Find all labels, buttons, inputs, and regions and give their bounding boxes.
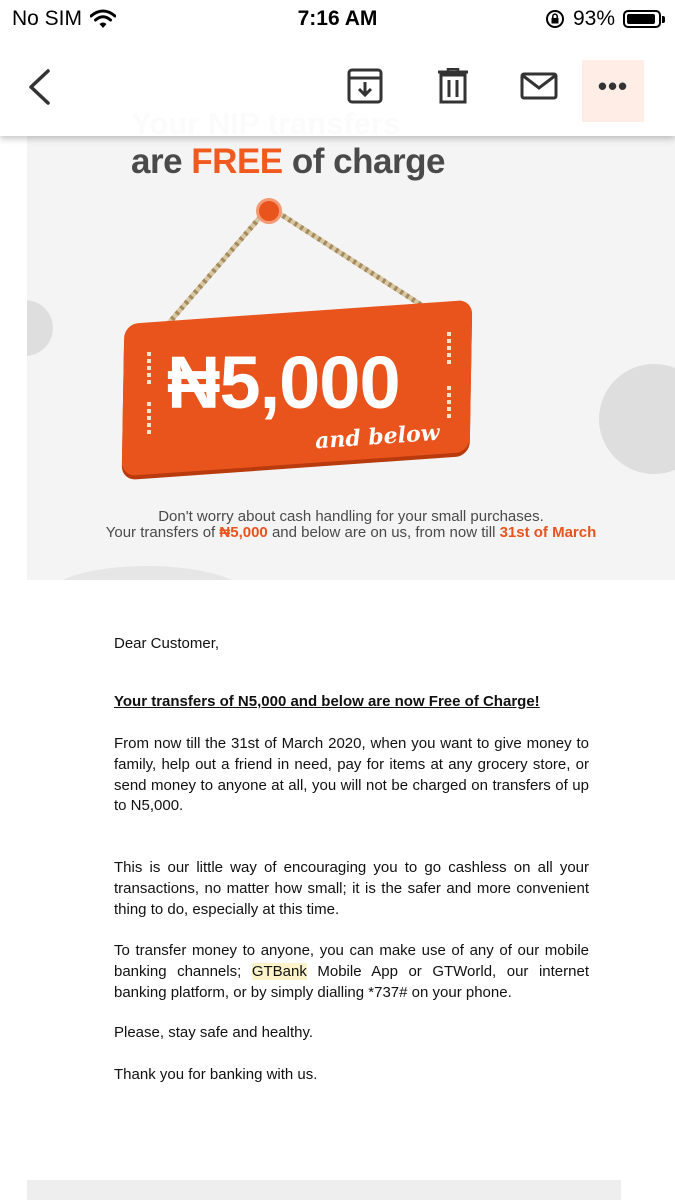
mark-unread-button[interactable] (520, 72, 558, 105)
delete-button[interactable] (437, 68, 469, 109)
banner-footnote-1: Don't worry about cash handling for your small purchases. (158, 508, 544, 525)
battery-percent: 93% (572, 7, 615, 30)
more-button[interactable] (582, 60, 644, 122)
status-right (545, 7, 661, 31)
banner-footnote-2: Your transfers of ₦5,000 and below are on us, from now till 31st of March (105, 524, 597, 541)
mail-toolbar (0, 38, 675, 136)
paragraph: Please, stay safe and healthy. (114, 1024, 314, 1041)
archive-icon (347, 68, 383, 104)
hanging-peg (256, 198, 282, 224)
battery-level (627, 14, 655, 24)
paragraph: To transfer money to anyone, you can make use of any of our mobile banking channels; GTBank Mobile App or GTWorld, our internet banking platform, or by simply dialling *737# on your phone. (114, 942, 589, 1001)
banner-title-line2: are FREE of charge (131, 142, 445, 181)
envelope-icon (520, 72, 558, 100)
greeting: Dear Customer, (114, 635, 220, 652)
promo-banner (27, 100, 675, 580)
price-sign (123, 312, 471, 464)
email-headline: Your transfers of N5,000 and below are now Free of Charge! (114, 693, 540, 710)
chevron-left-icon (26, 68, 52, 106)
battery-icon (623, 10, 661, 28)
sign-amount: ₦5,000 (167, 341, 400, 424)
trash-icon (437, 68, 469, 104)
back-button[interactable] (26, 68, 52, 111)
detected-link-gtbank[interactable]: GTBank (251, 962, 307, 980)
clock: 7:16 AM (297, 7, 378, 30)
paragraph: From now till the 31st of March 2020, when you want to give money to family, help out a friend in need, pay for items at any grocery store, or send money to anyone at all, you will not be charged on transfers of up to N5,000. (114, 735, 589, 815)
archive-button[interactable] (347, 68, 383, 109)
orientation-lock-icon (545, 9, 565, 29)
paragraph: Thank you for banking with us. (114, 1066, 318, 1083)
paragraph: This is our little way of encouraging you to go cashless on all your transactions, no matter how small; it is the safer and more convenient thing to do, especially at this time. (114, 859, 589, 918)
carrier-label: No SIM (12, 7, 83, 30)
email-footer-bar (27, 1180, 621, 1200)
status-bar (0, 0, 675, 38)
free-word: FREE (191, 142, 283, 181)
more-horizontal-icon: ••• (597, 70, 629, 101)
sign-subtext: and below (314, 419, 441, 455)
